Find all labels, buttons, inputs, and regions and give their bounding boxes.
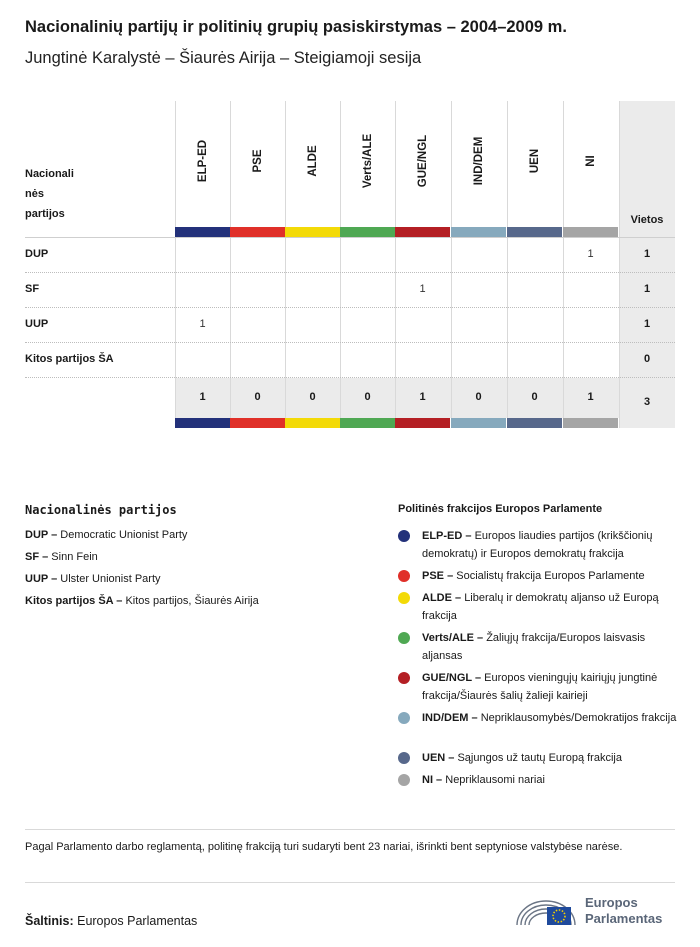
political-group-legend-item: [398, 771, 688, 807]
legend-name: Žaliųjų frakcija/Europos laisvasis aljansas: [422, 632, 646, 662]
seats-header: Vietos: [630, 214, 664, 226]
legend-name: Nepriklausomybės/Demokratijos frakcija: [480, 712, 677, 724]
legend-abbr: IND/DEM –: [422, 712, 478, 724]
group-header-label: IND/DEM: [472, 136, 485, 186]
legend-name: Sinn Fein: [51, 551, 98, 563]
legend-abbr: Kitos partijos ŠA –: [25, 595, 123, 607]
legend-abbr: SF –: [25, 551, 49, 563]
group-color-bar: [230, 418, 285, 428]
group-color-bar: [285, 227, 340, 237]
logo-line-1: Europos: [585, 895, 638, 910]
group-color-dot: [398, 672, 410, 684]
group-color-bar: [175, 227, 230, 237]
group-header: [507, 101, 562, 227]
seats-column-background: [619, 101, 675, 428]
page-title: Nacionalinių partijų ir politinių grupių pasiskirstymas – 2004–2009 m.: [25, 18, 567, 36]
group-total: 0: [531, 391, 538, 403]
source-line: [25, 914, 197, 928]
group-color-dot: [398, 570, 410, 582]
parliament-hemicycle-icon: [515, 895, 577, 931]
group-color-bar: [451, 418, 506, 428]
party-header-line-1: Nacionali: [25, 168, 74, 180]
row-seat-total: 1: [643, 283, 651, 295]
table-cell: 1: [199, 318, 206, 330]
political-group-legend-item: [398, 527, 688, 563]
group-color-dot: [398, 530, 410, 542]
row-divider: [25, 307, 675, 308]
row-party-label: UUP: [25, 318, 49, 330]
group-color-dot: [398, 592, 410, 604]
group-header: [451, 101, 506, 227]
source-label: Šaltinis:: [25, 914, 74, 928]
national-party-legend-item: [25, 529, 187, 541]
legend-name: Europos liaudies partijos (krikščionių demokratų) ir Europos demokratų frakcija: [422, 530, 653, 560]
group-color-bar: [230, 227, 285, 237]
row-divider: [25, 237, 675, 238]
group-header-label: NI: [584, 155, 597, 167]
national-party-legend-item: [25, 595, 259, 607]
legend-abbr: GUE/NGL –: [422, 672, 482, 684]
group-header: [230, 101, 285, 227]
group-total: 0: [254, 391, 261, 403]
national-party-legend-item: [25, 573, 161, 585]
group-color-bar: [395, 227, 450, 237]
group-color-bar: [285, 418, 340, 428]
group-color-bar: [340, 227, 395, 237]
national-party-legend-item: [25, 551, 98, 563]
group-header-label: GUE/NGL: [416, 134, 429, 188]
group-header-label: PSE: [251, 149, 264, 173]
party-header-line-2: nės: [25, 188, 44, 200]
group-header: [285, 101, 340, 227]
group-color-bar: [175, 418, 230, 428]
political-group-legend-item: [398, 669, 688, 705]
group-color-bar: [563, 418, 618, 428]
group-color-bar: [507, 227, 562, 237]
political-group-legend-item: [398, 709, 688, 745]
group-color-dot: [398, 774, 410, 786]
national-parties-legend-title: Nacionalinės partijos: [25, 503, 177, 517]
row-seat-total: 0: [643, 353, 651, 365]
party-header-line-3: partijos: [25, 208, 65, 220]
group-header-label: ALDE: [306, 145, 319, 177]
group-header-label: Verts/ALE: [361, 133, 374, 189]
row-divider: [25, 272, 675, 273]
row-divider: [25, 377, 675, 378]
distribution-table: [0, 0, 700, 440]
legend-abbr: PSE –: [422, 570, 454, 582]
grand-total: 3: [643, 396, 651, 408]
group-color-bar: [451, 227, 506, 237]
group-header: [395, 101, 450, 227]
group-color-bar: [395, 418, 450, 428]
logo-line-2: Parlamentas: [585, 911, 663, 926]
group-color-bar: [563, 227, 618, 237]
divider: [25, 882, 675, 883]
legend-abbr: UEN –: [422, 752, 455, 764]
row-party-label: Kitos partijos ŠA: [25, 353, 114, 365]
group-header-label: UEN: [528, 148, 541, 174]
group-total: 1: [199, 391, 206, 403]
group-color-dot: [398, 712, 410, 724]
legend-name: Socialistų frakcija Europos Parlamente: [456, 570, 645, 582]
legend-name: Ulster Unionist Party: [60, 573, 161, 585]
row-party-label: DUP: [25, 248, 49, 260]
source-value: Europos Parlamentas: [77, 914, 198, 928]
group-total: 0: [364, 391, 371, 403]
group-total: 0: [475, 391, 482, 403]
group-header: [340, 101, 395, 227]
group-color-dot: [398, 752, 410, 764]
european-parliament-logo: [515, 893, 680, 933]
divider: [25, 829, 675, 830]
legend-abbr: ALDE –: [422, 592, 462, 604]
table-cell: 1: [587, 248, 594, 260]
group-color-bar: [507, 418, 562, 428]
row-seat-total: 1: [643, 248, 651, 260]
political-group-legend-item: [398, 589, 688, 625]
group-header-label: ELP-ED: [196, 139, 209, 183]
row-divider: [25, 342, 675, 343]
group-total: 1: [419, 391, 426, 403]
political-groups-legend-title: Politinės frakcijos Europos Parlamente: [398, 503, 603, 515]
legend-abbr: ELP-ED –: [422, 530, 472, 542]
legend-abbr: DUP –: [25, 529, 58, 541]
footnote: Pagal Parlamento darbo reglamentą, politinę frakciją turi sudaryti bent 23 nariai, išrinkti bent septyniose valstybėse narėse.: [25, 841, 623, 853]
group-color-bar: [340, 418, 395, 428]
legend-name: Kitos partijos, Šiaurės Airija: [125, 595, 259, 607]
legend-name: Europos vieningųjų kairiųjų jungtinė frakcija/Šiaurės šalių žalieji kairieji: [422, 672, 658, 702]
legend-abbr: Verts/ALE –: [422, 632, 484, 644]
political-group-legend-item: [398, 629, 688, 665]
group-header: [175, 101, 230, 227]
legend-abbr: NI –: [422, 774, 443, 786]
group-header: [563, 101, 618, 227]
legend-name: Nepriklausomi nariai: [445, 774, 545, 786]
legend-name: Democratic Unionist Party: [60, 529, 188, 541]
row-seat-total: 1: [643, 318, 651, 330]
group-total: 1: [587, 391, 594, 403]
page-subtitle: Jungtinė Karalystė – Šiaurės Airija – Steigiamoji sesija: [25, 49, 422, 67]
legend-abbr: UUP –: [25, 573, 58, 585]
column-divider: [619, 101, 620, 428]
row-party-label: SF: [25, 283, 40, 295]
table-cell: 1: [419, 283, 426, 295]
group-color-dot: [398, 632, 410, 644]
legend-name: Liberalų ir demokratų aljanso už Europą frakcija: [422, 592, 659, 622]
group-total: 0: [309, 391, 316, 403]
legend-name: Sąjungos už tautų Europą frakcija: [457, 752, 622, 764]
